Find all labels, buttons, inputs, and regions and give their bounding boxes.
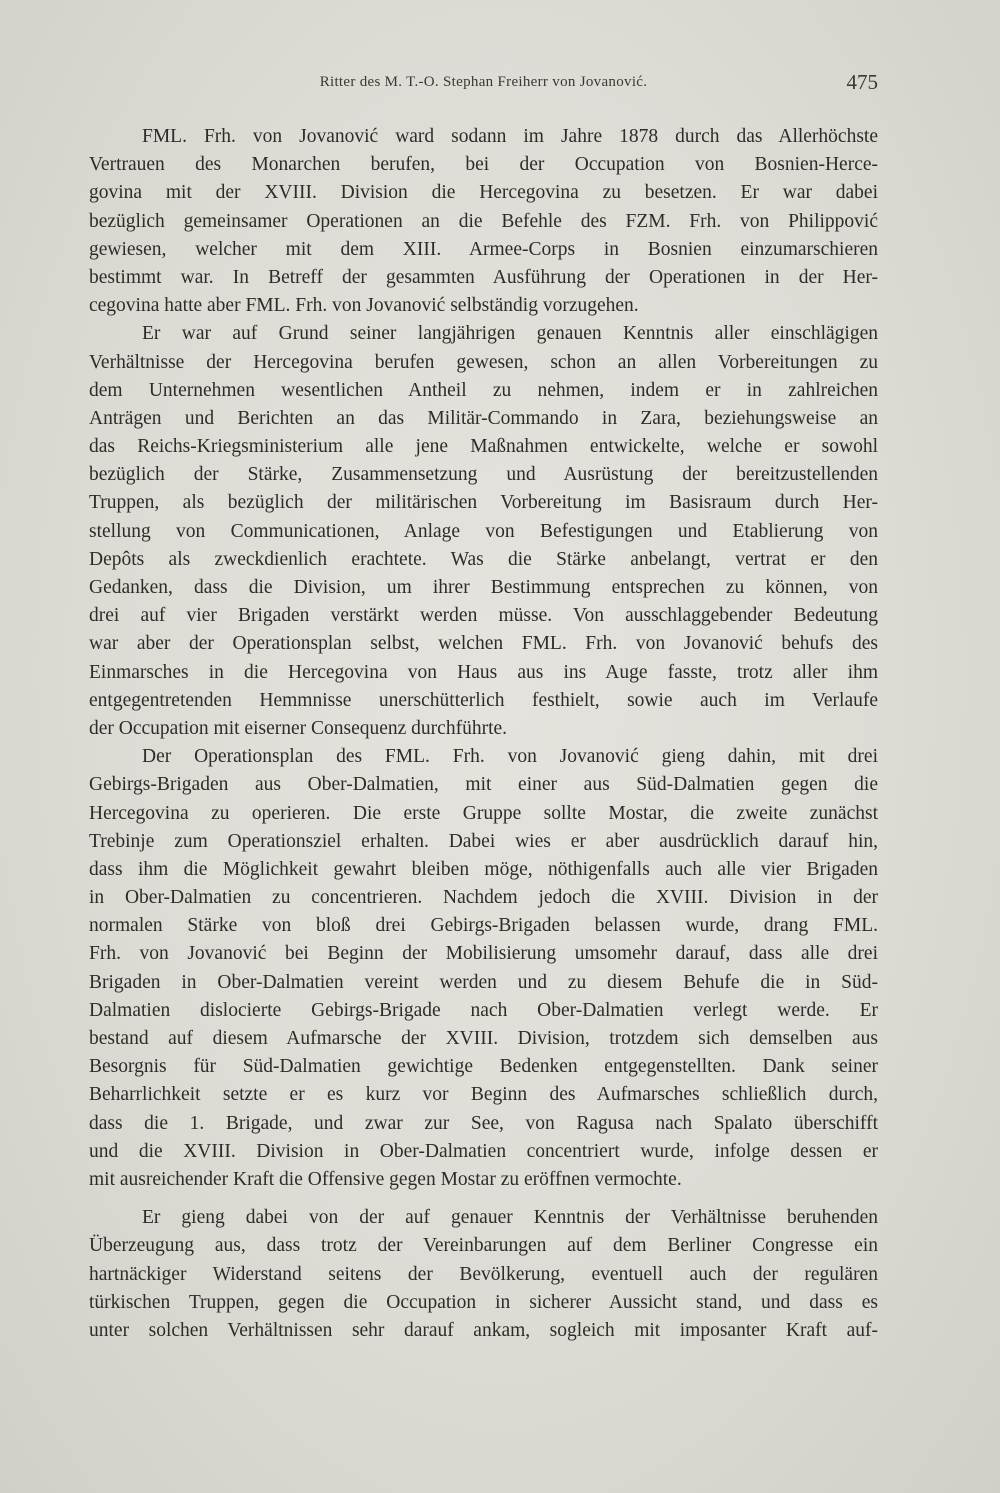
text-line: Einmarsches in die Hercegovina von Haus aus ins Auge fasste, trotz aller ihm — [89, 661, 878, 683]
text-line: bezüglich gemeinsamer Operationen an die Befehle des FZM. Frh. von Philippović — [89, 210, 878, 232]
text-line: FML. Frh. von Jovanović ward sodann im Jahre 1878 durch das Allerhöchste — [142, 126, 878, 147]
text-line: Der Operationsplan des FML. Frh. von Jovanović gieng dahin, mit drei — [142, 746, 878, 768]
text-line: bezüglich der Stärke, Zusammensetzung und Ausrüstung der bereitzustellenden — [89, 464, 878, 486]
page-number: 475 — [846, 70, 878, 94]
text-line: Er war auf Grund seiner langjährigen genauen Kenntnis aller einschlägigen — [142, 323, 878, 345]
text-line: Depôts als zweckdienlich erachtete. Was die Stärke anbelangt, vertrat er den — [89, 548, 878, 570]
text-line: Frh. von Jovanović bei Beginn der Mobilisierung umsomehr darauf, dass alle drei — [89, 943, 878, 965]
text-line: Anträgen und Berichten an das Militär-Commando in Zara, beziehungsweise an — [89, 407, 878, 429]
text-line: bestimmt war. In Betreff der gesammten Ausführung der Operationen in der Her- — [89, 266, 878, 288]
text-line: Brigaden in Ober-Dalmatien vereint werden und zu diesem Behufe die in Süd- — [89, 971, 878, 993]
text-line: das Reichs-Kriegsministerium alle jene Maßnahmen entwickelte, welche er sowohl — [89, 436, 878, 458]
text-line: und die XVIII. Division in Ober-Dalmatien concentriert wurde, infolge dessen er — [89, 1140, 878, 1162]
text-line: Beharrlichkeit setzte er es kurz vor Beginn des Aufmarsches schließlich durch, — [89, 1084, 878, 1106]
text-line: Gebirgs-Brigaden aus Ober-Dalmatien, mit einer aus Süd-Dalmatien gegen die — [89, 774, 878, 796]
text-line: cegovina hatte aber FML. Frh. von Jovanović selbständig vorzugehen. — [89, 295, 639, 317]
text-line: drei auf vier Brigaden verstärkt werden müsse. Von ausschlaggebender Bedeutung — [89, 605, 878, 627]
text-line: normalen Stärke von bloß drei Gebirgs-Brigaden belassen wurde, drang FML. — [89, 915, 878, 937]
text-line: in Ober-Dalmatien zu concentrieren. Nachdem jedoch die XVIII. Division in der — [89, 887, 878, 909]
body-text — [89, 123, 878, 1345]
page-header — [89, 70, 878, 98]
text-line: Truppen, als bezüglich der militärischen Vorbereitung im Basisraum durch Her- — [89, 492, 878, 514]
text-line: Trebinje zum Operationsziel erhalten. Dabei wies er aber ausdrücklich darauf hin, — [89, 830, 878, 852]
running-head: Ritter des M. T.-O. Stephan Freiherr von Jovanović. — [319, 74, 648, 90]
text-line: Besorgnis für Süd-Dalmatien gewichtige Bedenken entgegenstellten. Dank seiner — [89, 1056, 878, 1078]
text-line: Überzeugung aus, dass trotz der Vereinbarungen auf dem Berliner Congresse ein — [89, 1235, 878, 1257]
text-line: gewiesen, welcher mit dem XIII. Armee-Corps in Bosnien einzumarschieren — [89, 238, 878, 260]
text-line: war aber der Operationsplan selbst, welchen FML. Frh. von Jovanović behufs des — [89, 633, 878, 655]
text-line: Vertrauen des Monarchen berufen, bei der Occupation von Bosnien-Herce- — [89, 154, 878, 176]
text-line: bestand auf diesem Aufmarsche der XVIII. Division, trotzdem sich demselben aus — [89, 1028, 878, 1049]
text-line: der Occupation mit eiserner Consequenz durchführte. — [89, 717, 508, 739]
text-line: dass ihm die Möglichkeit gewahrt bleiben möge, nöthigenfalls auch alle vier Brigaden — [89, 858, 878, 880]
text-line: unter solchen Verhältnissen sehr darauf ankam, sogleich mit imposanter Kraft auf- — [89, 1319, 878, 1341]
text-line: hartnäckiger Widerstand seitens der Bevölkerung, eventuell auch der regulären — [89, 1263, 878, 1285]
text-line: türkischen Truppen, gegen die Occupation in sicherer Aussicht stand, und dass es — [89, 1291, 878, 1313]
text-line: Dalmatien dislocierte Gebirgs-Brigade nach Ober-Dalmatien verlegt werde. Er — [89, 999, 878, 1021]
text-line: govina mit der XVIII. Division die Hercegovina zu besetzen. Er war dabei — [89, 182, 878, 204]
text-line: Er gieng dabei von der auf genauer Kenntnis der Verhältnisse beruhenden — [142, 1207, 878, 1229]
text-line: Verhältnisse der Hercegovina berufen gewesen, schon an allen Vorbereitungen zu — [89, 351, 878, 373]
text-line: mit ausreichender Kraft die Offensive gegen Mostar zu eröffnen vermochte. — [89, 1168, 682, 1190]
text-line: dass die 1. Brigade, und zwar zur See, von Ragusa nach Spalato überschifft — [89, 1112, 878, 1134]
text-line: Hercegovina zu operieren. Die erste Gruppe sollte Mostar, die zweite zunächst — [89, 802, 878, 824]
text-line: Gedanken, dass die Division, um ihrer Bestimmung entsprechen zu können, von — [89, 577, 878, 598]
text-line: stellung von Communicationen, Anlage von Befestigungen und Etablierung von — [89, 520, 878, 542]
text-line: entgegentretenden Hemmnisse unerschütterlich festhielt, sowie auch im Verlaufe — [89, 689, 878, 711]
text-line: dem Unternehmen wesentlichen Antheil zu nehmen, indem er in zahlreichen — [89, 379, 878, 401]
